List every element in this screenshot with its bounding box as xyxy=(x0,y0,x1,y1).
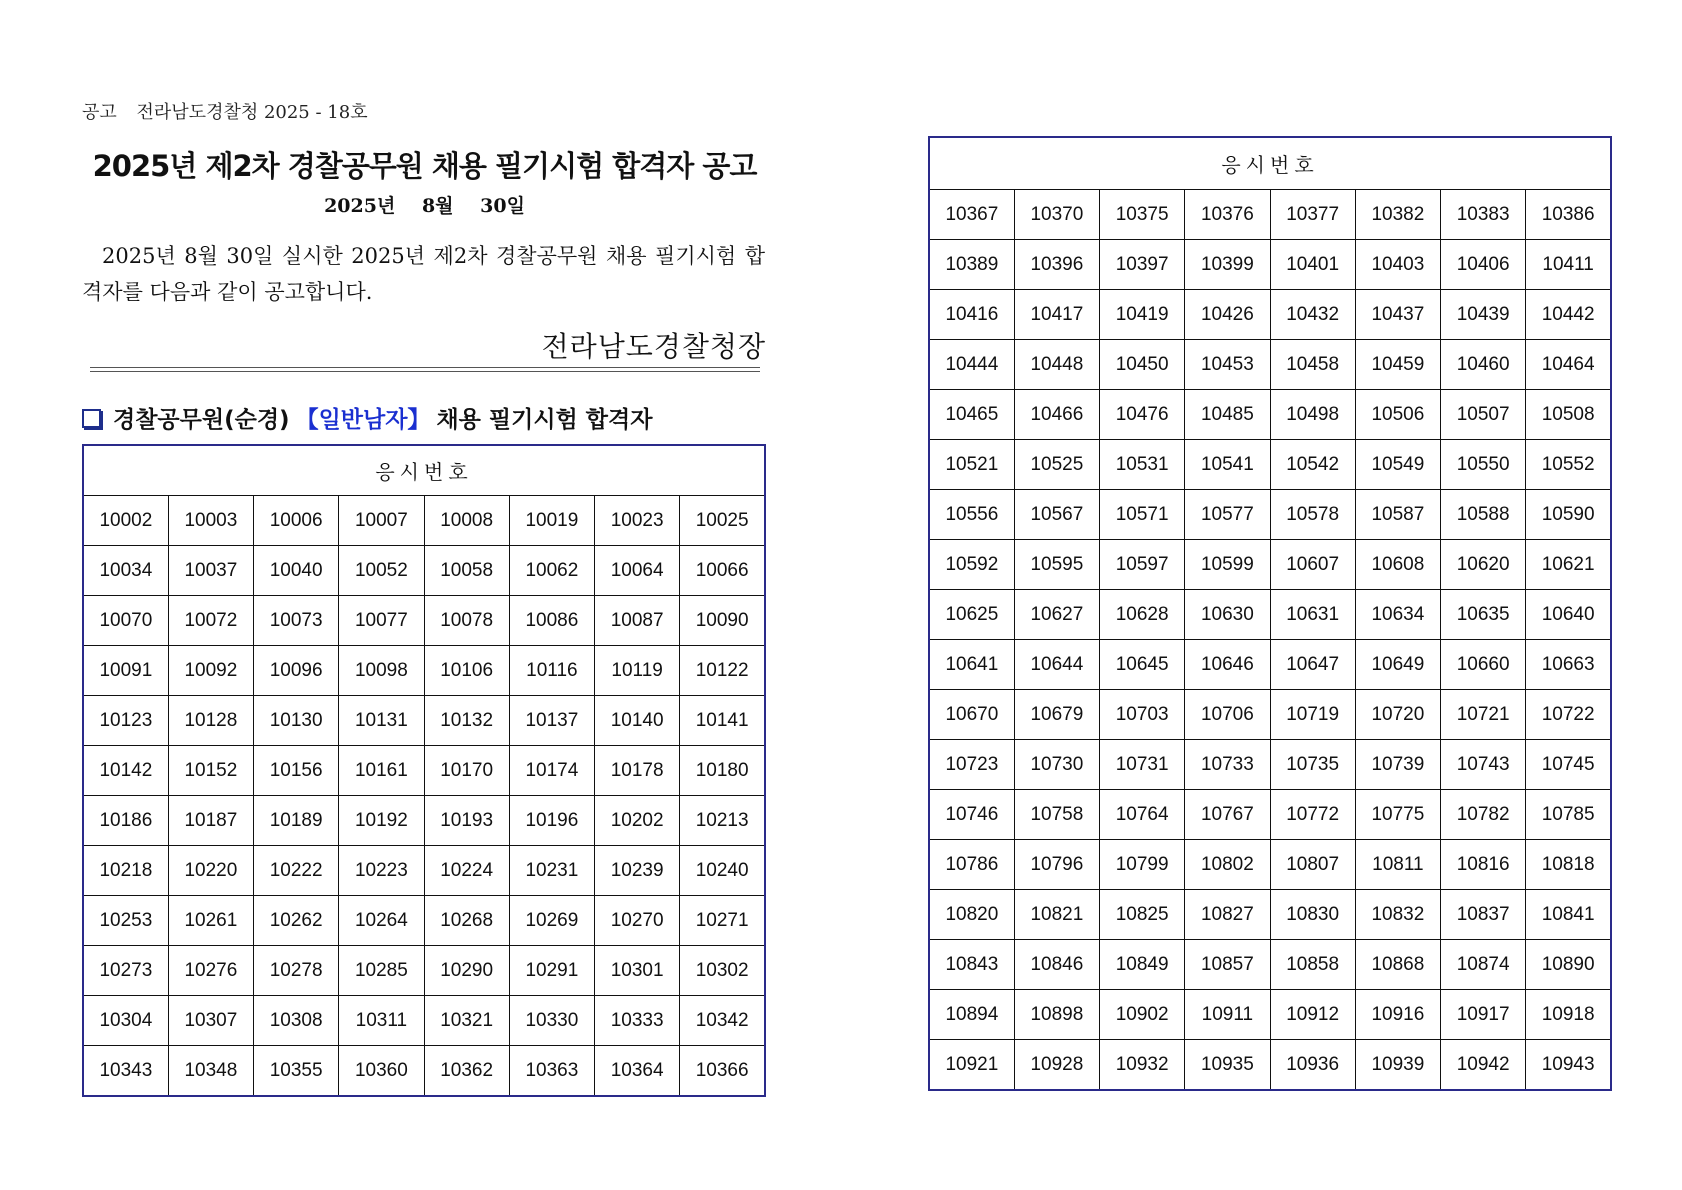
table-row xyxy=(83,596,765,646)
applicant-number-cell: 10599 xyxy=(1185,540,1270,590)
table-row xyxy=(83,696,765,746)
table-row xyxy=(929,740,1611,790)
applicant-number-cell: 10301 xyxy=(595,946,680,996)
applicant-number-cell: 10003 xyxy=(168,496,253,546)
applicant-number-cell: 10476 xyxy=(1100,390,1185,440)
applicant-number-cell: 10894 xyxy=(929,990,1014,1040)
applicant-number-cell: 10868 xyxy=(1355,940,1440,990)
applicant-number-cell: 10459 xyxy=(1355,340,1440,390)
applicant-number-cell: 10746 xyxy=(929,790,1014,840)
notice-number-line xyxy=(82,98,368,124)
applicant-number-cell: 10821 xyxy=(1014,890,1099,940)
applicant-number-cell: 10271 xyxy=(680,896,765,946)
applicant-number-cell: 10007 xyxy=(339,496,424,546)
applicant-number-cell: 10843 xyxy=(929,940,1014,990)
applicant-number-cell: 10858 xyxy=(1270,940,1355,990)
applicant-number-cell: 10498 xyxy=(1270,390,1355,440)
applicant-number-cell: 10663 xyxy=(1526,640,1611,690)
applicant-number-cell: 10343 xyxy=(83,1046,168,1097)
applicant-number-cell: 10902 xyxy=(1100,990,1185,1040)
applicant-number-cell: 10152 xyxy=(168,746,253,796)
table-row xyxy=(929,240,1611,290)
applicant-number-cell: 10224 xyxy=(424,846,509,896)
applicant-number-cell: 10291 xyxy=(509,946,594,996)
applicant-number-cell: 10723 xyxy=(929,740,1014,790)
applicant-number-cell: 10366 xyxy=(680,1046,765,1097)
applicant-number-cell: 10132 xyxy=(424,696,509,746)
applicant-number-cell: 10098 xyxy=(339,646,424,696)
applicant-number-cell: 10119 xyxy=(595,646,680,696)
applicant-number-cell: 10521 xyxy=(929,440,1014,490)
date-year: 2025년 xyxy=(324,195,396,217)
applicant-number-cell: 10364 xyxy=(595,1046,680,1097)
applicant-number-cell: 10608 xyxy=(1355,540,1440,590)
applicant-number-cell: 10180 xyxy=(680,746,765,796)
notice-number: 전라남도경찰청 2025 - 18호 xyxy=(136,102,368,123)
applicant-number-cell: 10641 xyxy=(929,640,1014,690)
applicant-number-cell: 10785 xyxy=(1526,790,1611,840)
double-divider xyxy=(90,367,760,372)
table-row xyxy=(83,896,765,946)
applicant-number-cell: 10832 xyxy=(1355,890,1440,940)
applicant-number-cell: 10764 xyxy=(1100,790,1185,840)
section-heading-suffix: 채용 필기시험 합격자 xyxy=(436,407,653,433)
applicant-number-cell: 10058 xyxy=(424,546,509,596)
applicant-number-cell: 10786 xyxy=(929,840,1014,890)
notice-label: 공고 xyxy=(82,102,117,123)
applicant-number-cell: 10549 xyxy=(1355,440,1440,490)
applicant-number-cell: 10333 xyxy=(595,996,680,1046)
applicant-number-cell: 10898 xyxy=(1014,990,1099,1040)
applicant-number-cell: 10389 xyxy=(929,240,1014,290)
applicant-number-cell: 10273 xyxy=(83,946,168,996)
applicant-number-cell: 10807 xyxy=(1270,840,1355,890)
applicant-number-cell: 10142 xyxy=(83,746,168,796)
applicant-number-cell: 10268 xyxy=(424,896,509,946)
applicant-number-cell: 10040 xyxy=(254,546,339,596)
applicant-number-cell: 10064 xyxy=(595,546,680,596)
applicant-number-cell: 10078 xyxy=(424,596,509,646)
applicant-number-cell: 10506 xyxy=(1355,390,1440,440)
applicant-number-cell: 10640 xyxy=(1526,590,1611,640)
table-row xyxy=(83,796,765,846)
table-row xyxy=(929,990,1611,1040)
applicant-number-cell: 10342 xyxy=(680,996,765,1046)
applicant-number-cell: 10362 xyxy=(424,1046,509,1097)
applicant-number-cell: 10062 xyxy=(509,546,594,596)
applicant-number-cell: 10070 xyxy=(83,596,168,646)
applicant-number-cell: 10507 xyxy=(1441,390,1526,440)
applicant-number-cell: 10916 xyxy=(1355,990,1440,1040)
applicant-number-cell: 10635 xyxy=(1441,590,1526,640)
applicant-number-cell: 10397 xyxy=(1100,240,1185,290)
applicant-number-cell: 10460 xyxy=(1441,340,1526,390)
applicant-number-cell: 10630 xyxy=(1185,590,1270,640)
applicant-number-cell: 10426 xyxy=(1185,290,1270,340)
applicant-number-cell: 10846 xyxy=(1014,940,1099,990)
applicant-number-cell: 10825 xyxy=(1100,890,1185,940)
applicant-number-cell: 10307 xyxy=(168,996,253,1046)
applicant-number-cell: 10240 xyxy=(680,846,765,896)
applicant-number-cell: 10706 xyxy=(1185,690,1270,740)
applicant-number-cell: 10796 xyxy=(1014,840,1099,890)
applicant-number-cell: 10002 xyxy=(83,496,168,546)
applicant-number-cell: 10269 xyxy=(509,896,594,946)
applicant-number-cell: 10192 xyxy=(339,796,424,846)
signer-name: 전라남도경찰청장 xyxy=(541,330,766,363)
applicant-number-cell: 10720 xyxy=(1355,690,1440,740)
applicant-number-cell: 10186 xyxy=(83,796,168,846)
applicant-number-cell: 10278 xyxy=(254,946,339,996)
applicant-number-cell: 10367 xyxy=(929,190,1014,240)
applicant-number-cell: 10597 xyxy=(1100,540,1185,590)
applicant-number-cell: 10525 xyxy=(1014,440,1099,490)
applicant-number-cell: 10827 xyxy=(1185,890,1270,940)
applicant-number-cell: 10722 xyxy=(1526,690,1611,740)
applicant-number-cell: 10735 xyxy=(1270,740,1355,790)
applicant-number-cell: 10141 xyxy=(680,696,765,746)
applicant-number-cell: 10772 xyxy=(1270,790,1355,840)
applicant-number-cell: 10631 xyxy=(1270,590,1355,640)
applicant-number-cell: 10703 xyxy=(1100,690,1185,740)
applicant-number-cell: 10066 xyxy=(680,546,765,596)
applicant-number-cell: 10137 xyxy=(509,696,594,746)
table-row xyxy=(929,1040,1611,1091)
applicant-number-cell: 10442 xyxy=(1526,290,1611,340)
applicant-number-cell: 10276 xyxy=(168,946,253,996)
applicant-number-cell: 10857 xyxy=(1185,940,1270,990)
table-row xyxy=(929,640,1611,690)
applicant-number-cell: 10122 xyxy=(680,646,765,696)
applicant-number-cell: 10450 xyxy=(1100,340,1185,390)
table-row xyxy=(83,946,765,996)
applicant-number-cell: 10355 xyxy=(254,1046,339,1097)
applicant-number-cell: 10416 xyxy=(929,290,1014,340)
applicant-number-cell: 10921 xyxy=(929,1040,1014,1091)
applicant-number-cell: 10531 xyxy=(1100,440,1185,490)
table-header-label: 응시번호 xyxy=(83,445,765,496)
applicant-number-cell: 10775 xyxy=(1355,790,1440,840)
applicant-number-cell: 10174 xyxy=(509,746,594,796)
applicant-number-cell: 10458 xyxy=(1270,340,1355,390)
applicant-number-cell: 10106 xyxy=(424,646,509,696)
applicant-number-cell: 10072 xyxy=(168,596,253,646)
applicant-number-cell: 10588 xyxy=(1441,490,1526,540)
applicant-number-cell: 10360 xyxy=(339,1046,424,1097)
applicant-number-cell: 10628 xyxy=(1100,590,1185,640)
applicant-number-cell: 10731 xyxy=(1100,740,1185,790)
applicant-number-cell: 10202 xyxy=(595,796,680,846)
table-row xyxy=(929,590,1611,640)
applicant-number-cell: 10008 xyxy=(424,496,509,546)
table-row xyxy=(83,646,765,696)
applicant-number-cell: 10466 xyxy=(1014,390,1099,440)
applicant-number-cell: 10841 xyxy=(1526,890,1611,940)
applicant-number-cell: 10222 xyxy=(254,846,339,896)
applicant-number-cell: 10830 xyxy=(1270,890,1355,940)
table-row xyxy=(929,690,1611,740)
applicant-number-cell: 10571 xyxy=(1100,490,1185,540)
applicant-number-cell: 10541 xyxy=(1185,440,1270,490)
applicant-number-cell: 10253 xyxy=(83,896,168,946)
table-row xyxy=(929,440,1611,490)
applicant-number-cell: 10123 xyxy=(83,696,168,746)
applicant-number-cell: 10556 xyxy=(929,490,1014,540)
applicant-number-cell: 10743 xyxy=(1441,740,1526,790)
applicant-number-cell: 10939 xyxy=(1355,1040,1440,1091)
applicant-number-cell: 10131 xyxy=(339,696,424,746)
applicant-number-cell: 10645 xyxy=(1100,640,1185,690)
square-bullet-icon xyxy=(82,409,101,428)
applicant-number-cell: 10077 xyxy=(339,596,424,646)
table-row xyxy=(929,940,1611,990)
applicant-number-cell: 10189 xyxy=(254,796,339,846)
applicant-number-cell: 10818 xyxy=(1526,840,1611,890)
date-month: 8월 xyxy=(421,195,454,217)
applicant-number-cell: 10377 xyxy=(1270,190,1355,240)
notice-date xyxy=(82,191,767,218)
applicant-number-cell: 10223 xyxy=(339,846,424,896)
applicant-number-cell: 10758 xyxy=(1014,790,1099,840)
applicant-number-cell: 10285 xyxy=(339,946,424,996)
table-row xyxy=(83,496,765,546)
applicant-number-cell: 10464 xyxy=(1526,340,1611,390)
applicant-number-cell: 10625 xyxy=(929,590,1014,640)
applicant-number-cell: 10733 xyxy=(1185,740,1270,790)
applicant-number-cell: 10627 xyxy=(1014,590,1099,640)
applicant-number-cell: 10837 xyxy=(1441,890,1526,940)
applicant-number-cell: 10302 xyxy=(680,946,765,996)
applicant-number-cell: 10811 xyxy=(1355,840,1440,890)
applicant-number-cell: 10261 xyxy=(168,896,253,946)
applicant-number-cell: 10577 xyxy=(1185,490,1270,540)
applicant-number-cell: 10485 xyxy=(1185,390,1270,440)
applicant-number-cell: 10156 xyxy=(254,746,339,796)
page-title: 2025년 제2차 경찰공무원 채용 필기시험 합격자 공고 xyxy=(92,149,757,183)
applicant-number-cell: 10542 xyxy=(1270,440,1355,490)
applicant-number-cell: 10019 xyxy=(509,496,594,546)
applicant-number-cell: 10382 xyxy=(1355,190,1440,240)
applicant-number-cell: 10432 xyxy=(1270,290,1355,340)
applicant-number-cell: 10935 xyxy=(1185,1040,1270,1091)
applicant-number-cell: 10376 xyxy=(1185,190,1270,240)
applicant-number-cell: 10363 xyxy=(509,1046,594,1097)
applicant-number-cell: 10448 xyxy=(1014,340,1099,390)
results-table-left xyxy=(82,444,766,1097)
applicant-number-cell: 10383 xyxy=(1441,190,1526,240)
applicant-number-cell: 10130 xyxy=(254,696,339,746)
table-row xyxy=(929,290,1611,340)
applicant-number-cell: 10128 xyxy=(168,696,253,746)
applicant-number-cell: 10330 xyxy=(509,996,594,1046)
applicant-number-cell: 10086 xyxy=(509,596,594,646)
table-header-label: 응시번호 xyxy=(929,137,1611,190)
table-row xyxy=(929,190,1611,240)
applicant-number-cell: 10799 xyxy=(1100,840,1185,890)
applicant-number-cell: 10239 xyxy=(595,846,680,896)
table-row xyxy=(83,1046,765,1097)
applicant-number-cell: 10802 xyxy=(1185,840,1270,890)
applicant-number-cell: 10649 xyxy=(1355,640,1440,690)
applicant-number-cell: 10607 xyxy=(1270,540,1355,590)
table-row xyxy=(929,890,1611,940)
applicant-number-cell: 10193 xyxy=(424,796,509,846)
applicant-number-cell: 10270 xyxy=(595,896,680,946)
applicant-number-cell: 10942 xyxy=(1441,1040,1526,1091)
table-row xyxy=(83,746,765,796)
applicant-number-cell: 10264 xyxy=(339,896,424,946)
section-heading xyxy=(82,401,652,434)
applicant-number-cell: 10262 xyxy=(254,896,339,946)
applicant-number-cell: 10719 xyxy=(1270,690,1355,740)
applicant-number-cell: 10290 xyxy=(424,946,509,996)
applicant-number-cell: 10386 xyxy=(1526,190,1611,240)
applicant-number-cell: 10220 xyxy=(168,846,253,896)
applicant-number-cell: 10444 xyxy=(929,340,1014,390)
table-row xyxy=(929,840,1611,890)
applicant-number-cell: 10917 xyxy=(1441,990,1526,1040)
applicant-number-cell: 10590 xyxy=(1526,490,1611,540)
applicant-number-cell: 10396 xyxy=(1014,240,1099,290)
applicant-number-cell: 10023 xyxy=(595,496,680,546)
applicant-number-cell: 10140 xyxy=(595,696,680,746)
applicant-number-cell: 10943 xyxy=(1526,1040,1611,1091)
applicant-number-cell: 10116 xyxy=(509,646,594,696)
applicant-number-cell: 10375 xyxy=(1100,190,1185,240)
applicant-number-cell: 10679 xyxy=(1014,690,1099,740)
table-row xyxy=(929,340,1611,390)
applicant-number-cell: 10453 xyxy=(1185,340,1270,390)
applicant-number-cell: 10419 xyxy=(1100,290,1185,340)
applicant-number-cell: 10721 xyxy=(1441,690,1526,740)
applicant-number-cell: 10437 xyxy=(1355,290,1440,340)
applicant-number-cell: 10417 xyxy=(1014,290,1099,340)
table-row xyxy=(929,790,1611,840)
applicant-number-cell: 10730 xyxy=(1014,740,1099,790)
applicant-number-cell: 10073 xyxy=(254,596,339,646)
applicant-number-cell: 10890 xyxy=(1526,940,1611,990)
applicant-number-cell: 10567 xyxy=(1014,490,1099,540)
applicant-number-cell: 10465 xyxy=(929,390,1014,440)
applicant-number-cell: 10936 xyxy=(1270,1040,1355,1091)
applicant-number-cell: 10508 xyxy=(1526,390,1611,440)
applicant-number-cell: 10161 xyxy=(339,746,424,796)
applicant-number-cell: 10745 xyxy=(1526,740,1611,790)
applicant-number-cell: 10403 xyxy=(1355,240,1440,290)
applicant-number-cell: 10304 xyxy=(83,996,168,1046)
applicant-number-cell: 10025 xyxy=(680,496,765,546)
applicant-number-cell: 10187 xyxy=(168,796,253,846)
applicant-number-cell: 10052 xyxy=(339,546,424,596)
applicant-number-cell: 10406 xyxy=(1441,240,1526,290)
section-heading-prefix: 경찰공무원(순경) xyxy=(113,407,290,433)
applicant-number-cell: 10578 xyxy=(1270,490,1355,540)
table-row xyxy=(929,540,1611,590)
applicant-number-cell: 10634 xyxy=(1355,590,1440,640)
applicant-number-cell: 10037 xyxy=(168,546,253,596)
applicant-number-cell: 10621 xyxy=(1526,540,1611,590)
applicant-number-cell: 10874 xyxy=(1441,940,1526,990)
applicant-number-cell: 10178 xyxy=(595,746,680,796)
table-row xyxy=(83,546,765,596)
applicant-number-cell: 10370 xyxy=(1014,190,1099,240)
applicant-number-cell: 10647 xyxy=(1270,640,1355,690)
applicant-number-cell: 10595 xyxy=(1014,540,1099,590)
applicant-number-cell: 10087 xyxy=(595,596,680,646)
applicant-number-cell: 10587 xyxy=(1355,490,1440,540)
applicant-number-cell: 10911 xyxy=(1185,990,1270,1040)
applicant-number-cell: 10311 xyxy=(339,996,424,1046)
applicant-number-cell: 10816 xyxy=(1441,840,1526,890)
table-row xyxy=(929,490,1611,540)
applicant-number-cell: 10670 xyxy=(929,690,1014,740)
applicant-number-cell: 10321 xyxy=(424,996,509,1046)
section-heading-highlight: 【일반남자】 xyxy=(295,407,431,433)
applicant-number-cell: 10620 xyxy=(1441,540,1526,590)
applicant-number-cell: 10218 xyxy=(83,846,168,896)
applicant-number-cell: 10308 xyxy=(254,996,339,1046)
applicant-number-cell: 10552 xyxy=(1526,440,1611,490)
applicant-number-cell: 10849 xyxy=(1100,940,1185,990)
applicant-number-cell: 10439 xyxy=(1441,290,1526,340)
applicant-number-cell: 10820 xyxy=(929,890,1014,940)
applicant-number-cell: 10399 xyxy=(1185,240,1270,290)
results-table-right xyxy=(928,136,1612,1091)
applicant-number-cell: 10091 xyxy=(83,646,168,696)
applicant-number-cell: 10767 xyxy=(1185,790,1270,840)
table-row xyxy=(83,996,765,1046)
applicant-number-cell: 10348 xyxy=(168,1046,253,1097)
table-row xyxy=(929,390,1611,440)
applicant-number-cell: 10912 xyxy=(1270,990,1355,1040)
applicant-number-cell: 10034 xyxy=(83,546,168,596)
applicant-number-cell: 10918 xyxy=(1526,990,1611,1040)
applicant-number-cell: 10550 xyxy=(1441,440,1526,490)
applicant-number-cell: 10932 xyxy=(1100,1040,1185,1091)
applicant-number-cell: 10660 xyxy=(1441,640,1526,690)
applicant-number-cell: 10592 xyxy=(929,540,1014,590)
applicant-number-cell: 10092 xyxy=(168,646,253,696)
applicant-number-cell: 10739 xyxy=(1355,740,1440,790)
applicant-number-cell: 10006 xyxy=(254,496,339,546)
applicant-number-cell: 10213 xyxy=(680,796,765,846)
date-day: 30일 xyxy=(480,195,525,217)
applicant-number-cell: 10928 xyxy=(1014,1040,1099,1091)
applicant-number-cell: 10411 xyxy=(1526,240,1611,290)
applicant-number-cell: 10090 xyxy=(680,596,765,646)
applicant-number-cell: 10170 xyxy=(424,746,509,796)
table-row xyxy=(83,846,765,896)
applicant-number-cell: 10644 xyxy=(1014,640,1099,690)
applicant-number-cell: 10096 xyxy=(254,646,339,696)
notice-body-text: 2025년 8월 30일 실시한 2025년 제2차 경찰공무원 채용 필기시험 합격자를 다음과 같이 공고합니다. xyxy=(82,244,765,304)
applicant-number-cell: 10401 xyxy=(1270,240,1355,290)
applicant-number-cell: 10646 xyxy=(1185,640,1270,690)
applicant-number-cell: 10196 xyxy=(509,796,594,846)
applicant-number-cell: 10231 xyxy=(509,846,594,896)
applicant-number-cell: 10782 xyxy=(1441,790,1526,840)
